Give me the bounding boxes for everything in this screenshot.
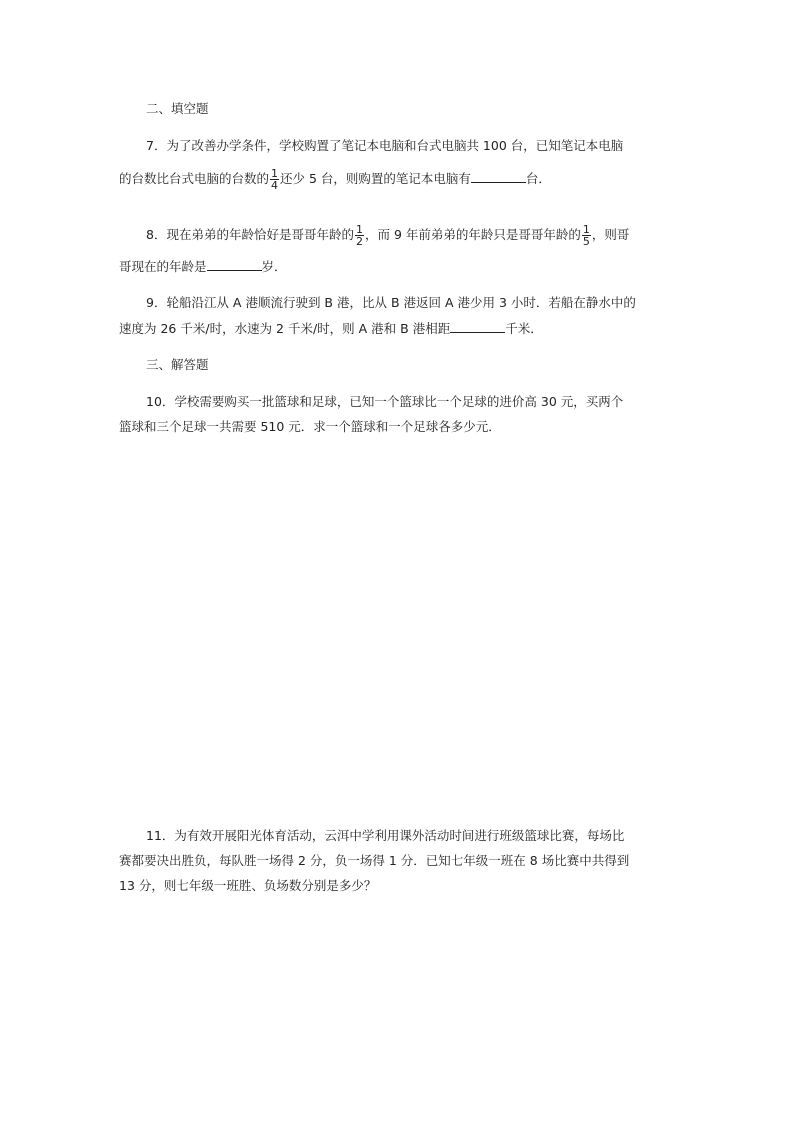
question-9-text-b: 千米． <box>505 321 543 336</box>
question-8-text-d: 哥现在的年龄是 <box>119 259 207 274</box>
question-11-line-3: 13 分，则七年级一班胜、负场数分别是多少？ <box>119 878 377 893</box>
fraction-numerator: 1 <box>582 223 590 236</box>
question-9-line-2 <box>119 320 543 337</box>
fraction-numerator: 1 <box>355 223 363 236</box>
fraction-denominator: 2 <box>355 235 363 248</box>
fraction-numerator: 1 <box>271 167 279 180</box>
fraction-denominator: 5 <box>582 235 590 248</box>
section-heading-answer: 三、解答题 <box>146 357 209 372</box>
section-heading-fill-blank: 二、填空题 <box>146 101 209 116</box>
fraction-one-quarter <box>270 168 279 191</box>
question-8-line-1 <box>146 221 629 249</box>
question-8-text-a: 8．现在弟弟的年龄恰好是哥哥年龄的 <box>146 227 354 242</box>
question-9-line-1: 9．轮船沿江从 A 港顺流行驶到 B 港，比从 B 港返回 A 港少用 3 小时．若船在静水中的 <box>146 295 636 310</box>
answer-blank-q8[interactable] <box>207 258 262 271</box>
fraction-denominator: 4 <box>271 179 279 192</box>
question-8-text-c: ，则哥 <box>591 227 630 242</box>
answer-blank-q7[interactable] <box>471 170 526 183</box>
question-10-line-2: 篮球和三个足球一共需要 510 元．求一个篮球和一个足球各多少元． <box>119 419 501 434</box>
question-10-line-1: 10．学校需要购买一批篮球和足球，已知一个篮球比一个足球的进价高 30 元，买两个 <box>146 394 624 409</box>
question-11-line-2: 赛都要决出胜负，每队胜一场得 2 分，负一场得 1 分．已知七年级一班在 8 场比赛中共得到 <box>119 853 630 868</box>
question-7-line-2 <box>119 165 551 193</box>
question-7-text-a: 的台数比台式电脑的台数的 <box>119 171 270 186</box>
question-7-text-b: 还少 5 台，则购置的笔记本电脑有 <box>280 171 471 186</box>
fraction-one-fifth <box>582 224 591 247</box>
fraction-one-half <box>355 224 364 247</box>
answer-blank-q9[interactable] <box>450 320 505 333</box>
question-9-text-a: 速度为 26 千米/时，水速为 2 千米/时，则 A 港和 B 港相距 <box>119 321 451 336</box>
question-11-line-1: 11．为有效开展阳光体育活动，云洱中学利用课外活动时间进行班级篮球比赛，每场比 <box>146 828 625 843</box>
question-8-line-2 <box>119 258 287 275</box>
question-8-text-e: 岁． <box>261 259 287 274</box>
question-7-line-1: 7．为了改善办学条件，学校购置了笔记本电脑和台式电脑共 100 台，已知笔记本电脑 <box>146 138 624 153</box>
question-7-text-c: 台． <box>525 171 551 186</box>
question-8-text-b: ，而 9 年前弟弟的年龄只是哥哥年龄的 <box>364 227 581 242</box>
